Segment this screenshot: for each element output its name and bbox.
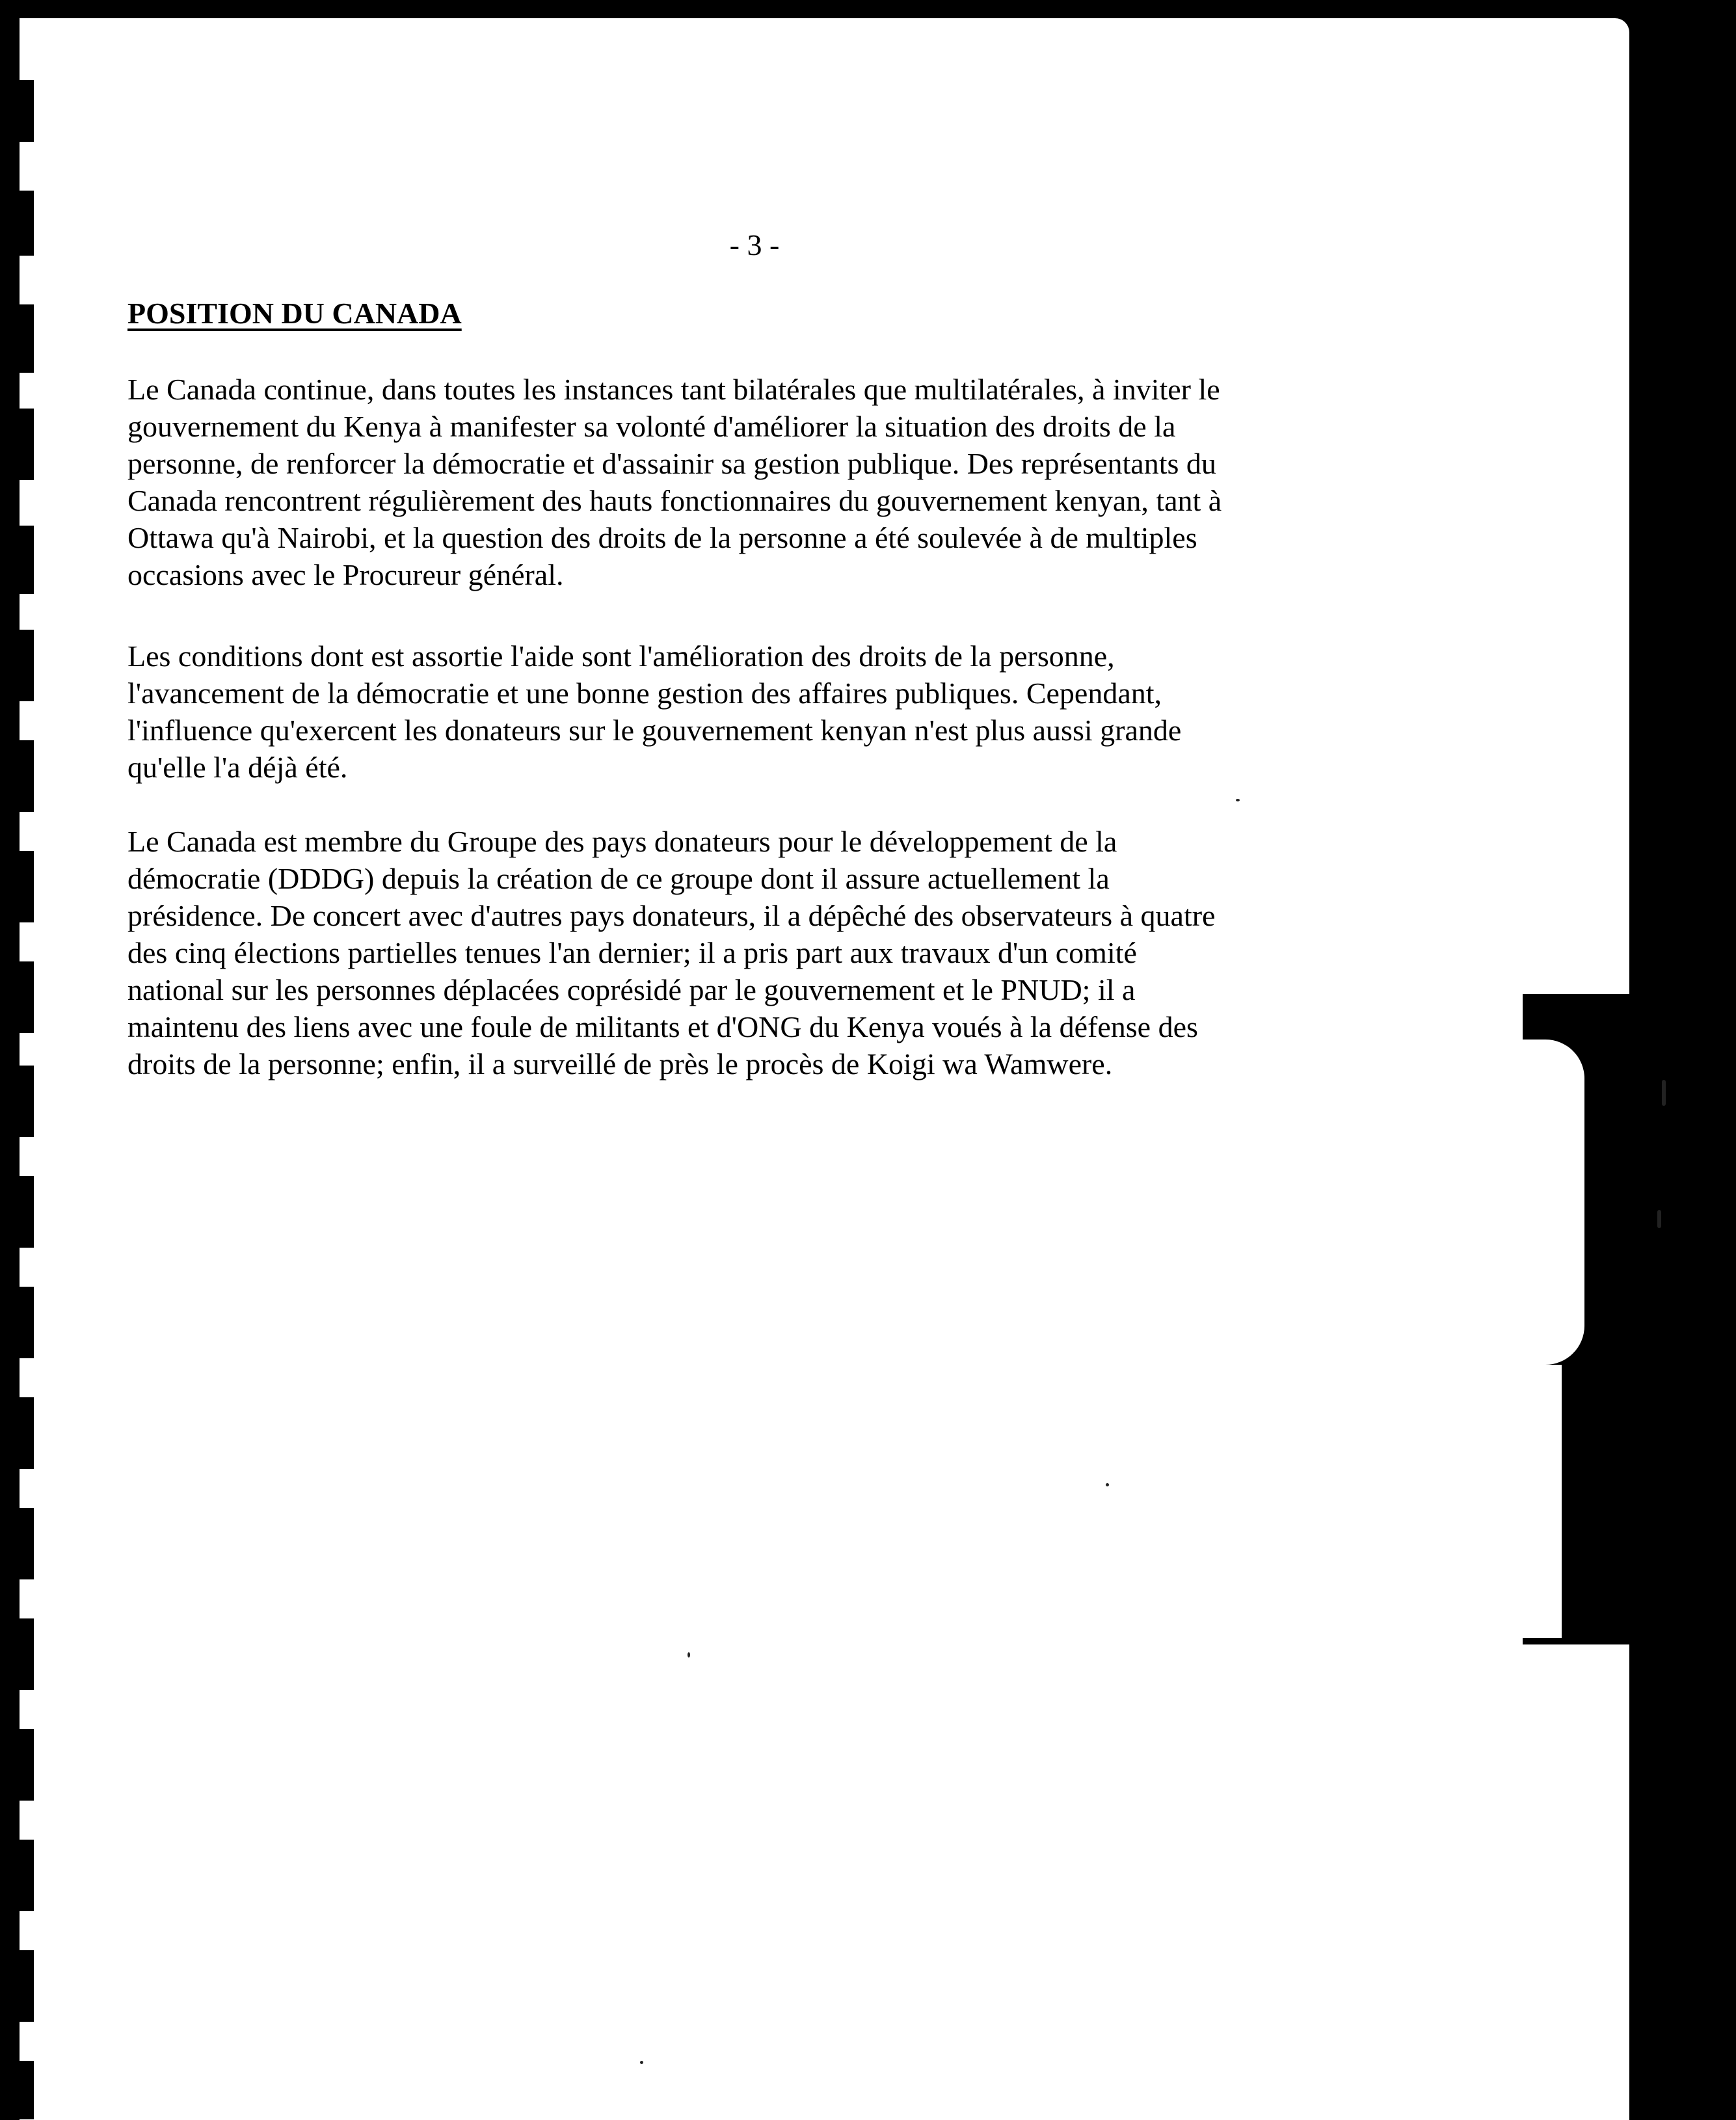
index-tab-label-11: 11 bbox=[1631, 1484, 1689, 1545]
text-line: national sur les personnes déplacées coprésidé par le gouvernement et le PNUD; il a bbox=[127, 973, 1136, 1006]
text-line: Le Canada est membre du Groupe des pays donateurs pour le développement de la bbox=[127, 825, 1117, 858]
index-tab-label-10: 10 bbox=[1631, 1350, 1692, 1412]
text-line: personne, de renforcer la démocratie et d'assainir sa gestion publique. Des représentants du bbox=[127, 447, 1216, 480]
scan-speck bbox=[1657, 1210, 1661, 1228]
scan-speck bbox=[640, 2061, 643, 2064]
text-line: des cinq élections partielles tenues l'an dernier; il a pris part aux travaux d'un comité bbox=[127, 936, 1137, 969]
scan-speck bbox=[1662, 1080, 1666, 1106]
text-line: qu'elle l'a déjà été. bbox=[127, 751, 348, 784]
text-line: occasions avec le Procureur général. bbox=[127, 558, 564, 591]
text-line: démocratie (DDDG) depuis la création de ce groupe dont il assure actuellement la bbox=[127, 862, 1110, 895]
scan-speck bbox=[1106, 1483, 1109, 1486]
text-line: Les conditions dont est assortie l'aide sont l'amélioration des droits de la personne, bbox=[127, 639, 1115, 673]
section-heading: POSITION DU CANADA bbox=[127, 297, 462, 330]
text-line: gouvernement du Kenya à manifester sa volonté d'améliorer la situation des droits de la bbox=[127, 410, 1176, 443]
page-number: - 3 - bbox=[729, 228, 780, 262]
text-line: Le Canada continue, dans toutes les instances tant bilatérales que multilatérales, à inviter le bbox=[127, 373, 1220, 406]
text-line: Canada rencontrent régulièrement des hauts fonctionnaires du gouvernement kenyan, tant à bbox=[127, 484, 1222, 517]
text-line: maintenu des liens avec une foule de militants et d'ONG du Kenya voués à la défense des bbox=[127, 1010, 1198, 1043]
paragraph-1 bbox=[127, 371, 1402, 593]
scan-speck bbox=[688, 1652, 690, 1657]
text-line: Ottawa qu'à Nairobi, et la question des droits de la personne a été soulevée à de multiples bbox=[127, 521, 1197, 554]
paragraph-3 bbox=[127, 823, 1402, 1082]
scan-speck bbox=[1236, 799, 1240, 801]
text-line: l'avancement de la démocratie et une bonne gestion des affaires publiques. Cependant, bbox=[127, 677, 1162, 710]
paragraph-2 bbox=[127, 637, 1402, 786]
text-line: présidence. De concert avec d'autres pays donateurs, il a dépêché des observateurs à quatre bbox=[127, 899, 1216, 932]
text-line: l'influence qu'exercent les donateurs sur le gouvernement kenyan n'est plus aussi grande bbox=[127, 714, 1182, 747]
text-line: droits de la personne; enfin, il a surveillé de près le procès de Koigi wa Wamwere. bbox=[127, 1047, 1113, 1080]
